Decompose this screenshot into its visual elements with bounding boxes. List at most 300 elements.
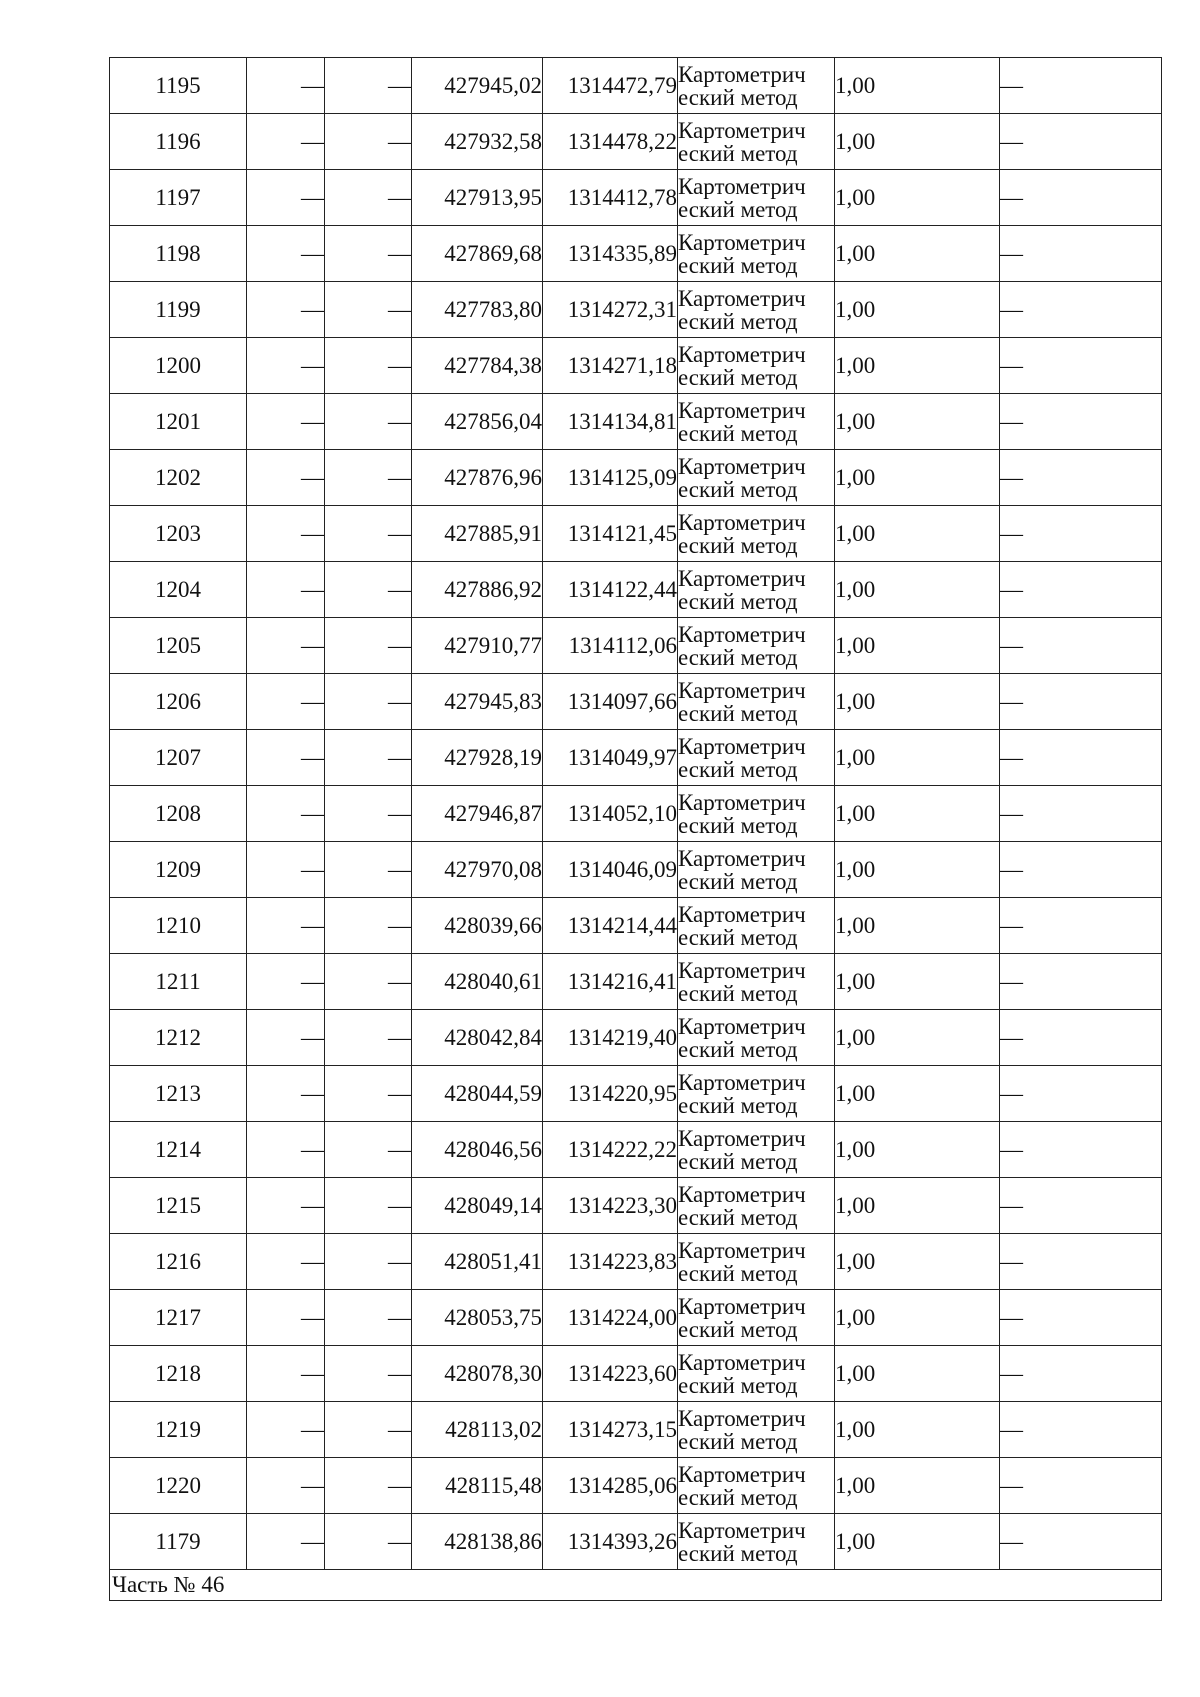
accuracy-cell: 1,00 (835, 842, 1000, 898)
x-coordinate-cell: 428115,48 (412, 1458, 543, 1514)
empty-value-cell: — (247, 394, 325, 450)
y-coordinate-cell: 1314134,81 (543, 394, 678, 450)
y-coordinate-cell: 1314272,31 (543, 282, 678, 338)
table-row (110, 1458, 1162, 1514)
empty-value-cell: — (325, 226, 412, 282)
empty-value-cell: — (325, 1402, 412, 1458)
empty-value-cell: — (247, 842, 325, 898)
method-cell (678, 506, 835, 562)
x-coordinate-cell: 427945,02 (412, 58, 543, 114)
x-coordinate-cell: 428113,02 (412, 1402, 543, 1458)
empty-value-cell: — (325, 1234, 412, 1290)
description-cell: — (1000, 562, 1162, 618)
method-text-line1: Картометрич (678, 61, 806, 87)
y-coordinate-cell: 1314285,06 (543, 1458, 678, 1514)
method-text-line2: еский метод (678, 1372, 798, 1398)
y-coordinate-cell: 1314222,22 (543, 1122, 678, 1178)
description-cell: — (1000, 338, 1162, 394)
method-text-line1: Картометрич (678, 453, 806, 479)
accuracy-cell: 1,00 (835, 1066, 1000, 1122)
point-number-cell: 1209 (110, 842, 247, 898)
description-cell: — (1000, 506, 1162, 562)
accuracy-cell: 1,00 (835, 338, 1000, 394)
x-coordinate-cell: 428042,84 (412, 1010, 543, 1066)
description-cell: — (1000, 786, 1162, 842)
method-cell (678, 450, 835, 506)
table-row (110, 1066, 1162, 1122)
method-text-line2: еский метод (678, 1092, 798, 1118)
point-number-cell: 1199 (110, 282, 247, 338)
point-number-cell: 1201 (110, 394, 247, 450)
method-text-line1: Картометрич (678, 1069, 806, 1095)
method-text-line2: еский метод (678, 1036, 798, 1062)
point-number-cell: 1195 (110, 58, 247, 114)
description-cell: — (1000, 226, 1162, 282)
empty-value-cell: — (325, 618, 412, 674)
accuracy-cell: 1,00 (835, 1402, 1000, 1458)
method-cell (678, 1010, 835, 1066)
accuracy-cell: 1,00 (835, 58, 1000, 114)
method-text-line2: еский метод (678, 812, 798, 838)
description-cell: — (1000, 1178, 1162, 1234)
method-text-line1: Картометрич (678, 789, 806, 815)
method-cell (678, 1402, 835, 1458)
point-number-cell: 1203 (110, 506, 247, 562)
empty-value-cell: — (247, 1066, 325, 1122)
point-number-cell: 1212 (110, 1010, 247, 1066)
method-text-line2: еский метод (678, 644, 798, 670)
table-row (110, 1010, 1162, 1066)
description-cell: — (1000, 1066, 1162, 1122)
y-coordinate-cell: 1314122,44 (543, 562, 678, 618)
empty-value-cell: — (247, 1402, 325, 1458)
point-number-cell: 1217 (110, 1290, 247, 1346)
point-number-cell: 1207 (110, 730, 247, 786)
empty-value-cell: — (325, 730, 412, 786)
point-number-cell: 1200 (110, 338, 247, 394)
point-number-cell: 1219 (110, 1402, 247, 1458)
description-cell: — (1000, 1458, 1162, 1514)
y-coordinate-cell: 1314223,83 (543, 1234, 678, 1290)
empty-value-cell: — (247, 1514, 325, 1570)
part-number-label: Часть № 46 (109, 1570, 1162, 1601)
table-row (110, 1514, 1162, 1570)
method-text-line2: еский метод (678, 140, 798, 166)
coordinates-sheet (109, 57, 1161, 1601)
point-number-cell: 1202 (110, 450, 247, 506)
empty-value-cell: — (325, 562, 412, 618)
method-text-line1: Картометрич (678, 1181, 806, 1207)
point-number-cell: 1216 (110, 1234, 247, 1290)
empty-value-cell: — (247, 954, 325, 1010)
empty-value-cell: — (247, 170, 325, 226)
point-number-cell: 1214 (110, 1122, 247, 1178)
description-cell: — (1000, 1010, 1162, 1066)
description-cell: — (1000, 898, 1162, 954)
empty-value-cell: — (325, 58, 412, 114)
empty-value-cell: — (247, 1346, 325, 1402)
method-cell (678, 282, 835, 338)
x-coordinate-cell: 427928,19 (412, 730, 543, 786)
method-cell (678, 898, 835, 954)
x-coordinate-cell: 427885,91 (412, 506, 543, 562)
method-text-line2: еский метод (678, 1260, 798, 1286)
empty-value-cell: — (247, 1458, 325, 1514)
method-cell (678, 618, 835, 674)
method-text-line1: Картометрич (678, 509, 806, 535)
accuracy-cell: 1,00 (835, 730, 1000, 786)
empty-value-cell: — (325, 506, 412, 562)
method-cell (678, 954, 835, 1010)
method-text-line2: еский метод (678, 1204, 798, 1230)
empty-value-cell: — (325, 674, 412, 730)
description-cell: — (1000, 1290, 1162, 1346)
x-coordinate-cell: 428046,56 (412, 1122, 543, 1178)
x-coordinate-cell: 428040,61 (412, 954, 543, 1010)
method-cell (678, 786, 835, 842)
x-coordinate-cell: 428051,41 (412, 1234, 543, 1290)
x-coordinate-cell: 427886,92 (412, 562, 543, 618)
method-text-line1: Картометрич (678, 285, 806, 311)
x-coordinate-cell: 427970,08 (412, 842, 543, 898)
x-coordinate-cell: 428044,59 (412, 1066, 543, 1122)
method-text-line1: Картометрич (678, 845, 806, 871)
method-text-line2: еский метод (678, 420, 798, 446)
table-row (110, 1178, 1162, 1234)
method-text-line2: еский метод (678, 476, 798, 502)
point-number-cell: 1208 (110, 786, 247, 842)
method-text-line2: еский метод (678, 196, 798, 222)
method-text-line1: Картометрич (678, 1013, 806, 1039)
method-text-line1: Картометрич (678, 1405, 806, 1431)
x-coordinate-cell: 427783,80 (412, 282, 543, 338)
accuracy-cell: 1,00 (835, 226, 1000, 282)
x-coordinate-cell: 427869,68 (412, 226, 543, 282)
y-coordinate-cell: 1314273,15 (543, 1402, 678, 1458)
method-cell (678, 842, 835, 898)
table-row (110, 674, 1162, 730)
accuracy-cell: 1,00 (835, 1122, 1000, 1178)
empty-value-cell: — (325, 1010, 412, 1066)
empty-value-cell: — (325, 842, 412, 898)
method-text-line2: еский метод (678, 532, 798, 558)
accuracy-cell: 1,00 (835, 170, 1000, 226)
table-row (110, 1122, 1162, 1178)
y-coordinate-cell: 1314052,10 (543, 786, 678, 842)
x-coordinate-cell: 427876,96 (412, 450, 543, 506)
method-text-line1: Картометрич (678, 117, 806, 143)
method-cell (678, 1066, 835, 1122)
y-coordinate-cell: 1314335,89 (543, 226, 678, 282)
x-coordinate-cell: 428053,75 (412, 1290, 543, 1346)
accuracy-cell: 1,00 (835, 898, 1000, 954)
description-cell: — (1000, 1514, 1162, 1570)
method-cell (678, 170, 835, 226)
description-cell: — (1000, 282, 1162, 338)
table-row (110, 1346, 1162, 1402)
empty-value-cell: — (247, 1010, 325, 1066)
table-row (110, 1234, 1162, 1290)
point-number-cell: 1213 (110, 1066, 247, 1122)
method-text-line1: Картометрич (678, 733, 806, 759)
empty-value-cell: — (325, 898, 412, 954)
description-cell: — (1000, 1122, 1162, 1178)
y-coordinate-cell: 1314271,18 (543, 338, 678, 394)
accuracy-cell: 1,00 (835, 1178, 1000, 1234)
method-text-line1: Картометрич (678, 621, 806, 647)
y-coordinate-cell: 1314472,79 (543, 58, 678, 114)
empty-value-cell: — (325, 1346, 412, 1402)
accuracy-cell: 1,00 (835, 1458, 1000, 1514)
description-cell: — (1000, 394, 1162, 450)
method-text-line2: еский метод (678, 700, 798, 726)
method-text-line2: еский метод (678, 1540, 798, 1566)
accuracy-cell: 1,00 (835, 114, 1000, 170)
y-coordinate-cell: 1314214,44 (543, 898, 678, 954)
empty-value-cell: — (325, 1066, 412, 1122)
method-cell (678, 730, 835, 786)
point-number-cell: 1205 (110, 618, 247, 674)
empty-value-cell: — (247, 1290, 325, 1346)
method-text-line2: еский метод (678, 84, 798, 110)
point-number-cell: 1204 (110, 562, 247, 618)
x-coordinate-cell: 427945,83 (412, 674, 543, 730)
point-number-cell: 1220 (110, 1458, 247, 1514)
y-coordinate-cell: 1314112,06 (543, 618, 678, 674)
y-coordinate-cell: 1314224,00 (543, 1290, 678, 1346)
coordinates-table (109, 57, 1162, 1570)
method-text-line2: еский метод (678, 308, 798, 334)
empty-value-cell: — (325, 1458, 412, 1514)
point-number-cell: 1196 (110, 114, 247, 170)
point-number-cell: 1211 (110, 954, 247, 1010)
empty-value-cell: — (247, 58, 325, 114)
method-cell (678, 226, 835, 282)
point-number-cell: 1179 (110, 1514, 247, 1570)
empty-value-cell: — (247, 226, 325, 282)
accuracy-cell: 1,00 (835, 506, 1000, 562)
description-cell: — (1000, 730, 1162, 786)
point-number-cell: 1215 (110, 1178, 247, 1234)
method-text-line2: еский метод (678, 1484, 798, 1510)
x-coordinate-cell: 428049,14 (412, 1178, 543, 1234)
empty-value-cell: — (325, 786, 412, 842)
empty-value-cell: — (325, 338, 412, 394)
method-cell (678, 1290, 835, 1346)
y-coordinate-cell: 1314478,22 (543, 114, 678, 170)
method-text-line2: еский метод (678, 1316, 798, 1342)
x-coordinate-cell: 428138,86 (412, 1514, 543, 1570)
y-coordinate-cell: 1314121,45 (543, 506, 678, 562)
empty-value-cell: — (325, 114, 412, 170)
method-text-line1: Картометрич (678, 565, 806, 591)
accuracy-cell: 1,00 (835, 786, 1000, 842)
table-row (110, 1290, 1162, 1346)
method-text-line1: Картометрич (678, 1125, 806, 1151)
accuracy-cell: 1,00 (835, 618, 1000, 674)
x-coordinate-cell: 427784,38 (412, 338, 543, 394)
empty-value-cell: — (247, 114, 325, 170)
description-cell: — (1000, 1402, 1162, 1458)
description-cell: — (1000, 114, 1162, 170)
method-cell (678, 1458, 835, 1514)
accuracy-cell: 1,00 (835, 1514, 1000, 1570)
x-coordinate-cell: 427856,04 (412, 394, 543, 450)
empty-value-cell: — (247, 282, 325, 338)
table-row (110, 114, 1162, 170)
accuracy-cell: 1,00 (835, 282, 1000, 338)
x-coordinate-cell: 427913,95 (412, 170, 543, 226)
method-text-line1: Картометрич (678, 677, 806, 703)
empty-value-cell: — (325, 394, 412, 450)
method-text-line1: Картометрич (678, 1293, 806, 1319)
point-number-cell: 1210 (110, 898, 247, 954)
empty-value-cell: — (247, 562, 325, 618)
empty-value-cell: — (325, 1122, 412, 1178)
description-cell: — (1000, 1234, 1162, 1290)
empty-value-cell: — (247, 1234, 325, 1290)
empty-value-cell: — (325, 1178, 412, 1234)
method-text-line2: еский метод (678, 252, 798, 278)
empty-value-cell: — (247, 786, 325, 842)
empty-value-cell: — (247, 1178, 325, 1234)
method-cell (678, 674, 835, 730)
x-coordinate-cell: 427910,77 (412, 618, 543, 674)
method-text-line1: Картометрич (678, 229, 806, 255)
accuracy-cell: 1,00 (835, 954, 1000, 1010)
description-cell: — (1000, 58, 1162, 114)
x-coordinate-cell: 427932,58 (412, 114, 543, 170)
y-coordinate-cell: 1314220,95 (543, 1066, 678, 1122)
y-coordinate-cell: 1314219,40 (543, 1010, 678, 1066)
y-coordinate-cell: 1314223,30 (543, 1178, 678, 1234)
method-text-line2: еский метод (678, 1428, 798, 1454)
method-text-line1: Картометрич (678, 1349, 806, 1375)
method-text-line1: Картометрич (678, 957, 806, 983)
accuracy-cell: 1,00 (835, 1290, 1000, 1346)
table-row (110, 618, 1162, 674)
empty-value-cell: — (247, 898, 325, 954)
table-row (110, 58, 1162, 114)
y-coordinate-cell: 1314393,26 (543, 1514, 678, 1570)
description-cell: — (1000, 954, 1162, 1010)
accuracy-cell: 1,00 (835, 450, 1000, 506)
y-coordinate-cell: 1314125,09 (543, 450, 678, 506)
accuracy-cell: 1,00 (835, 1234, 1000, 1290)
table-row (110, 450, 1162, 506)
method-cell (678, 1234, 835, 1290)
method-text-line2: еский метод (678, 924, 798, 950)
table-row (110, 394, 1162, 450)
method-text-line2: еский метод (678, 980, 798, 1006)
empty-value-cell: — (325, 954, 412, 1010)
table-row (110, 282, 1162, 338)
empty-value-cell: — (247, 506, 325, 562)
method-cell (678, 58, 835, 114)
y-coordinate-cell: 1314223,60 (543, 1346, 678, 1402)
method-text-line2: еский метод (678, 756, 798, 782)
method-text-line1: Картометрич (678, 1237, 806, 1263)
method-cell (678, 338, 835, 394)
method-cell (678, 1346, 835, 1402)
table-row (110, 1402, 1162, 1458)
x-coordinate-cell: 428078,30 (412, 1346, 543, 1402)
point-number-cell: 1197 (110, 170, 247, 226)
accuracy-cell: 1,00 (835, 394, 1000, 450)
description-cell: — (1000, 170, 1162, 226)
description-cell: — (1000, 674, 1162, 730)
empty-value-cell: — (325, 170, 412, 226)
method-text-line1: Картометрич (678, 901, 806, 927)
y-coordinate-cell: 1314049,97 (543, 730, 678, 786)
description-cell: — (1000, 450, 1162, 506)
coordinates-table-body (110, 58, 1162, 1570)
empty-value-cell: — (247, 730, 325, 786)
table-row (110, 562, 1162, 618)
method-cell (678, 114, 835, 170)
y-coordinate-cell: 1314216,41 (543, 954, 678, 1010)
table-row (110, 338, 1162, 394)
empty-value-cell: — (325, 282, 412, 338)
method-text-line1: Картометрич (678, 397, 806, 423)
empty-value-cell: — (247, 450, 325, 506)
point-number-cell: 1198 (110, 226, 247, 282)
y-coordinate-cell: 1314097,66 (543, 674, 678, 730)
empty-value-cell: — (325, 1290, 412, 1346)
table-row (110, 226, 1162, 282)
x-coordinate-cell: 427946,87 (412, 786, 543, 842)
table-row (110, 170, 1162, 226)
empty-value-cell: — (247, 338, 325, 394)
y-coordinate-cell: 1314046,09 (543, 842, 678, 898)
y-coordinate-cell: 1314412,78 (543, 170, 678, 226)
empty-value-cell: — (247, 1122, 325, 1178)
point-number-cell: 1206 (110, 674, 247, 730)
x-coordinate-cell: 428039,66 (412, 898, 543, 954)
method-text-line1: Картометрич (678, 1517, 806, 1543)
table-row (110, 730, 1162, 786)
method-text-line2: еский метод (678, 364, 798, 390)
method-text-line2: еский метод (678, 1148, 798, 1174)
empty-value-cell: — (247, 618, 325, 674)
table-row (110, 506, 1162, 562)
accuracy-cell: 1,00 (835, 674, 1000, 730)
method-cell (678, 1514, 835, 1570)
method-cell (678, 394, 835, 450)
method-text-line2: еский метод (678, 868, 798, 894)
method-text-line1: Картометрич (678, 1461, 806, 1487)
method-cell (678, 1178, 835, 1234)
empty-value-cell: — (325, 450, 412, 506)
accuracy-cell: 1,00 (835, 1346, 1000, 1402)
method-text-line1: Картометрич (678, 341, 806, 367)
method-cell (678, 1122, 835, 1178)
method-text-line2: еский метод (678, 588, 798, 614)
empty-value-cell: — (325, 1514, 412, 1570)
accuracy-cell: 1,00 (835, 1010, 1000, 1066)
method-text-line1: Картометрич (678, 173, 806, 199)
description-cell: — (1000, 1346, 1162, 1402)
empty-value-cell: — (247, 674, 325, 730)
description-cell: — (1000, 618, 1162, 674)
accuracy-cell: 1,00 (835, 562, 1000, 618)
table-row (110, 954, 1162, 1010)
description-cell: — (1000, 842, 1162, 898)
table-row (110, 898, 1162, 954)
table-row (110, 786, 1162, 842)
table-row (110, 842, 1162, 898)
point-number-cell: 1218 (110, 1346, 247, 1402)
